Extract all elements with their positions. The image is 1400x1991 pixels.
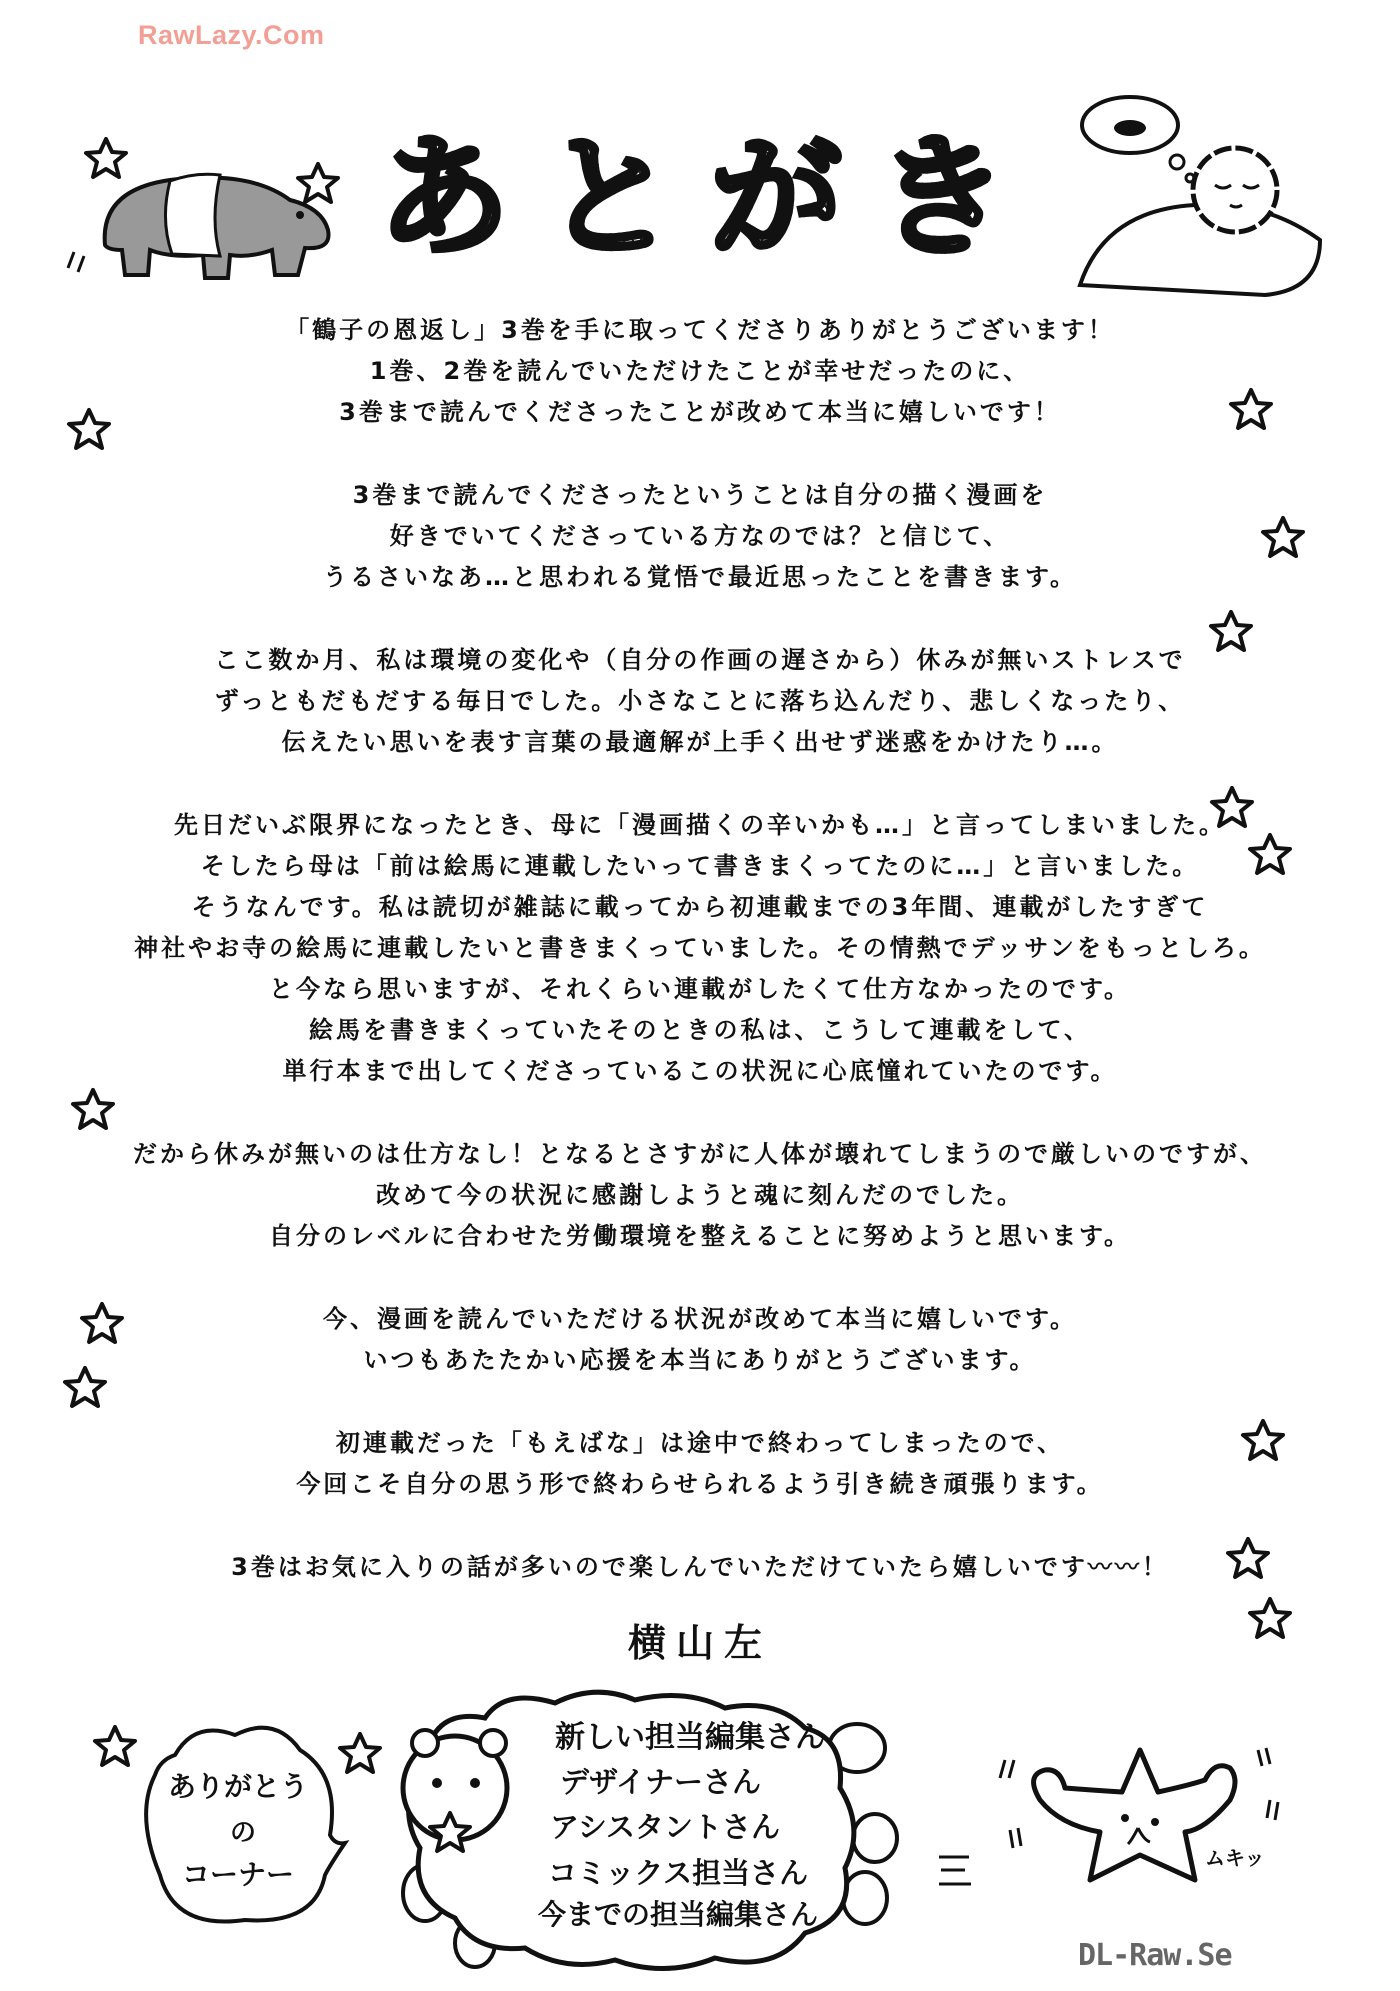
paragraph	[0, 310, 1400, 433]
paragraph	[0, 1299, 1400, 1381]
thanks-list-item: コミックス担当さん	[548, 1856, 809, 1890]
text-line: 自分のレベルに合わせた労働環境を整えることに努めようと思います。	[268, 1222, 1132, 1250]
star-icon	[86, 139, 126, 177]
text-line: 絵馬を書きまくっていたそのときの私は、こうして連載をして、	[308, 1016, 1092, 1044]
star-sound-effect: ムキッ	[1205, 1846, 1265, 1870]
text-line: だから休みが無いのは仕方なし！となるとさすがに人体が壊れてしまうので厳しいのですが、	[133, 1140, 1267, 1168]
text-line: 今、漫画を読んでいただける状況が改めて本当に嬉しいです。	[322, 1305, 1078, 1333]
text-line: ずっともだもだする毎日でした。小さなことに落ち込んだり、悲しくなったり、	[214, 687, 1186, 715]
thanks-bubble-line: ありがとう	[168, 1770, 309, 1803]
paragraph	[0, 1423, 1400, 1505]
text-line: 先日だいぶ限界になったとき、母に「漫画描くの辛いかも…」と言ってしまいました。	[173, 811, 1227, 839]
text-line: ここ数か月、私は環境の変化や（自分の作画の遅さから）休みが無いストレスで	[214, 646, 1186, 674]
paragraph	[0, 475, 1400, 598]
text-line: 今回こそ自分の思う形で終わらせられるよう引き続き頑張ります。	[296, 1470, 1104, 1498]
paragraph	[0, 805, 1400, 1092]
author-signature: 横山左	[627, 1621, 772, 1665]
afterword-body	[0, 310, 1400, 1630]
text-line: 3巻まで読んでくださったことが改めて本当に嬉しいです！	[339, 398, 1061, 426]
star-icon	[95, 1727, 135, 1765]
text-line: 初連載だった「もえばな」は途中で終わってしまったので、	[335, 1429, 1065, 1457]
text-line: うるさいなあ…と思われる覚悟で最近思ったことを書きます。	[322, 563, 1078, 591]
speed-lines	[935, 1852, 975, 1892]
text-line: 「鶴子の恩返し」3巻を手に取ってくださりありがとうございます！	[285, 316, 1115, 344]
paragraph	[0, 1547, 1400, 1588]
page-title: あとがき	[360, 118, 1060, 278]
thanks-list-item: 今までの担当編集さん	[538, 1898, 819, 1931]
text-line: 好きでいてくださっている方なのでは？と信じて、	[389, 522, 1011, 550]
text-line: 1巻、2巻を読んでいただけたことが幸せだったのに、	[369, 357, 1031, 385]
text-line: 伝えたい思いを表す言葉の最適解が上手く出せず迷惑をかけたり…。	[281, 728, 1119, 756]
text-line: そうなんです。私は読切が雑誌に載ってから初連載までの3年間、連載がしたすぎて	[191, 893, 1209, 921]
thanks-bubble-line: コーナー	[182, 1858, 295, 1891]
paragraph	[0, 1134, 1400, 1257]
text-line: と今なら思いますが、それくらい連載がしたくて仕方なかったのです。	[268, 975, 1132, 1003]
thanks-list-item: 新しい担当編集さん	[555, 1720, 825, 1755]
text-line: 3巻まで読んでくださったということは自分の描く漫画を	[352, 481, 1048, 509]
text-line: 神社やお寺の絵馬に連載したいと書きまくっていました。その情熱でデッサンをもっとしろ。	[134, 934, 1266, 962]
text-line: そしたら母は「前は絵馬に連載したいって書きまくってたのに…」と言いました。	[200, 852, 1200, 880]
star-icon	[298, 164, 338, 202]
paragraph	[0, 640, 1400, 763]
watermark-bottom: DL-Raw.Se	[1078, 1938, 1232, 1973]
text-line: いつもあたたかい応援を本当にありがとうございます。	[363, 1346, 1037, 1374]
watermark-top: RawLazy.Com	[138, 20, 325, 50]
thanks-list-item: デザイナーさん	[560, 1765, 761, 1799]
thanks-bubble-line: の	[230, 1818, 257, 1848]
text-line: 改めて今の状況に感謝しようと魂に刻んだのでした。	[376, 1181, 1024, 1209]
text-line: 3巻はお気に入りの話が多いので楽しんでいただけていたら嬉しいです〰〰！	[231, 1553, 1169, 1581]
thanks-list-item: アシスタントさん	[550, 1810, 780, 1844]
text-line: 単行本まで出してくださっているこの状況に心底憧れていたのです。	[282, 1057, 1118, 1085]
